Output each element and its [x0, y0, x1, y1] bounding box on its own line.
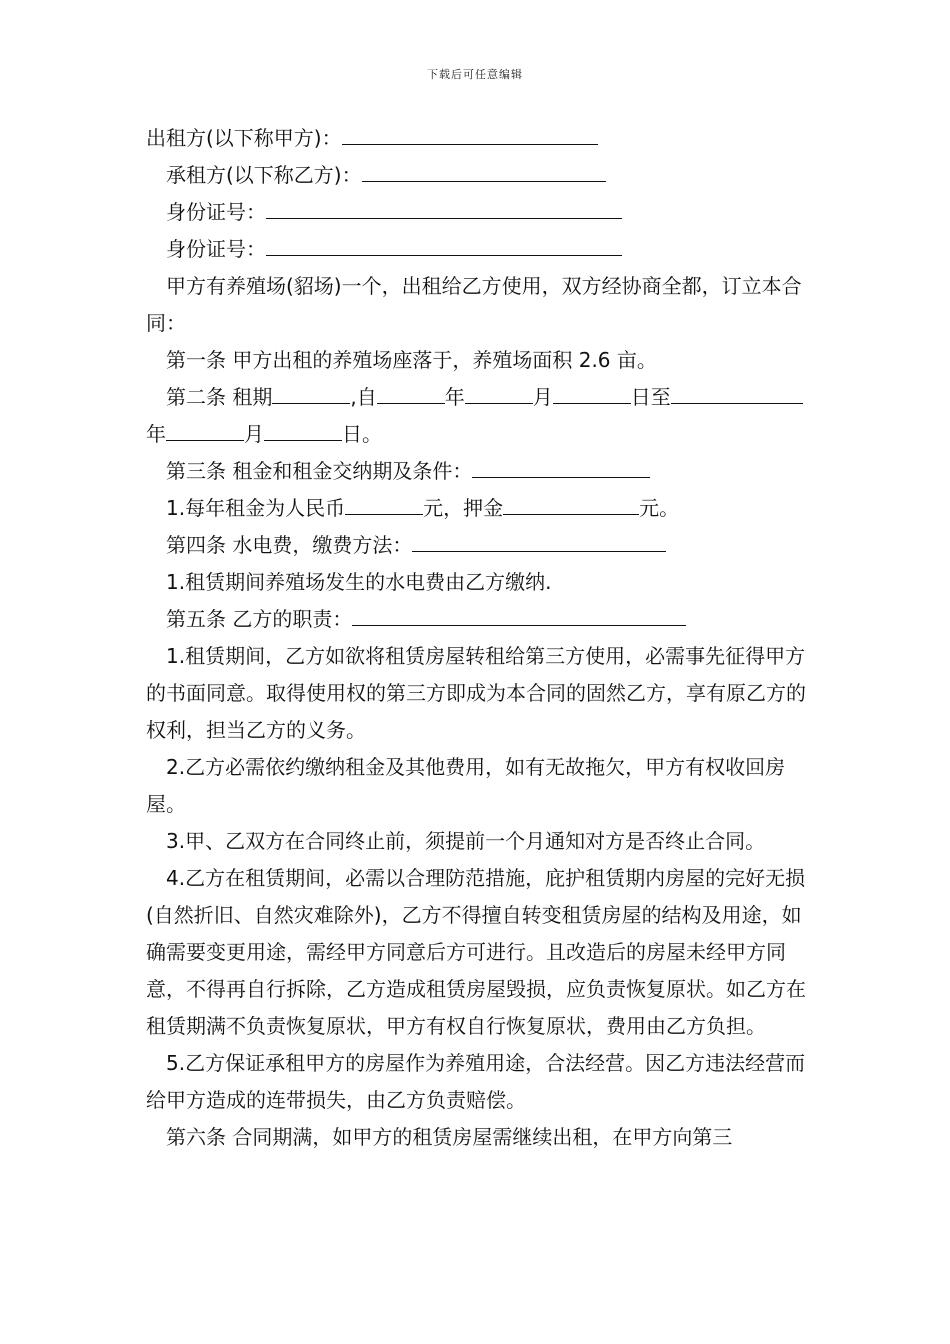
art2-end-year-blank [671, 381, 791, 404]
lessor-label: 出租方(以下称甲方)： [146, 126, 342, 150]
article-3-item-1 [146, 490, 814, 527]
deposit-amount-blank [503, 492, 639, 515]
page-header-note: 下载后可任意编辑 [427, 68, 523, 81]
art3-blank [472, 455, 650, 478]
article-2 [146, 379, 814, 453]
art5-text: 第五条 乙方的职责： [166, 607, 353, 631]
rent-amount-blank [345, 492, 423, 515]
art2-end-year-blank-cont [791, 381, 803, 404]
id-line-1 [146, 194, 814, 231]
article-6: 第六条 合同期满，如甲方的租赁房屋需继续出租，在甲方向第三 [166, 1125, 733, 1149]
lessor-blank [342, 122, 598, 145]
article-5-item-2: 2.乙方必需依约缴纳租金及其他费用，如有无故拖欠，甲方有权收回房屋。 [146, 755, 786, 816]
article-4 [146, 527, 814, 564]
art2-text-7: 月 [244, 422, 264, 446]
art2-start-day-blank [553, 381, 631, 404]
article-5-item-5: 5.乙方保证承租甲方的房屋作为养殖用途，合法经营。因乙方违法经营而给甲方造成的连带损失，由乙方负责赔偿。 [146, 1051, 806, 1112]
article-5-item-4: 4.乙方在租赁期间，必需以合理防范措施，庇护租赁期内房屋的完好无损(自然折旧、自然灾难除外)，乙方不得擅自转变租赁房屋的结构及用途，如确需要变更用途，需经甲方同意后方可进行。且改造后的房屋未经甲方同意，不得再自行拆除，乙方造成租赁房屋毁损，应负责恢复原状。如乙方在租赁期满不负责恢复原状，甲方有权自行恢复原状，费用由乙方负担。 [146, 866, 806, 1038]
art2-start-month-blank [465, 381, 533, 404]
lessee-blank [362, 159, 606, 182]
art4-text: 第四条 水电费，缴费方法： [166, 533, 413, 557]
lessee-line [146, 157, 814, 194]
art2-text-1: 第二条 租期 [166, 385, 273, 409]
article-4-item-1: 1.租赁期间养殖场发生的水电费由乙方缴纳. [166, 570, 552, 594]
art4-blank [412, 529, 666, 552]
art3-item1-text-1: 1.每年租金为人民币 [166, 496, 346, 520]
art5-blank [352, 603, 686, 626]
art2-end-month-blank [166, 418, 244, 441]
contract-body [146, 120, 814, 1156]
id-blank-2 [266, 233, 622, 256]
art2-end-day-blank [264, 418, 342, 441]
id-label-2: 身份证号： [166, 237, 266, 261]
article-5-item-3: 3.甲、乙双方在合同终止前，须提前一个月通知对方是否终止合同。 [166, 829, 766, 853]
art2-text-3: 年 [444, 385, 465, 409]
art2-text-8: 日。 [342, 422, 382, 446]
art2-start-year-blank [377, 381, 445, 404]
art3-text: 第三条 租金和租金交纳期及条件： [166, 459, 473, 483]
lessor-line [146, 120, 814, 157]
art3-item1-text-2: 元，押金 [423, 496, 504, 520]
art2-text-4: 月 [532, 385, 553, 409]
id-label-1: 身份证号： [166, 200, 266, 224]
art2-text-5: 日至 [630, 385, 671, 409]
article-5-item-1: 1.租赁期间，乙方如欲将租赁房屋转租给第三方使用，必需事先征得甲方的书面同意。取得使用权的第三方即成为本合同的固然乙方，享有原乙方的权利，担当乙方的义务。 [146, 644, 806, 742]
article-5 [146, 601, 814, 638]
lessee-label: 承租方(以下称乙方)： [166, 163, 362, 187]
art2-text-6: 年 [146, 422, 166, 446]
art2-term-blank [272, 381, 350, 404]
art2-text-2: ,自 [350, 385, 377, 409]
article-1: 第一条 甲方出租的养殖场座落于，养殖场面积 2.6 亩。 [166, 348, 657, 372]
intro-paragraph: 甲方有养殖场(貂场)一个，出租给乙方使用，双方经协商全都，订立本合同： [146, 274, 802, 335]
id-line-2 [146, 231, 814, 268]
art3-item1-text-3: 元。 [639, 496, 680, 520]
article-3 [146, 453, 814, 490]
id-blank-1 [266, 196, 622, 219]
